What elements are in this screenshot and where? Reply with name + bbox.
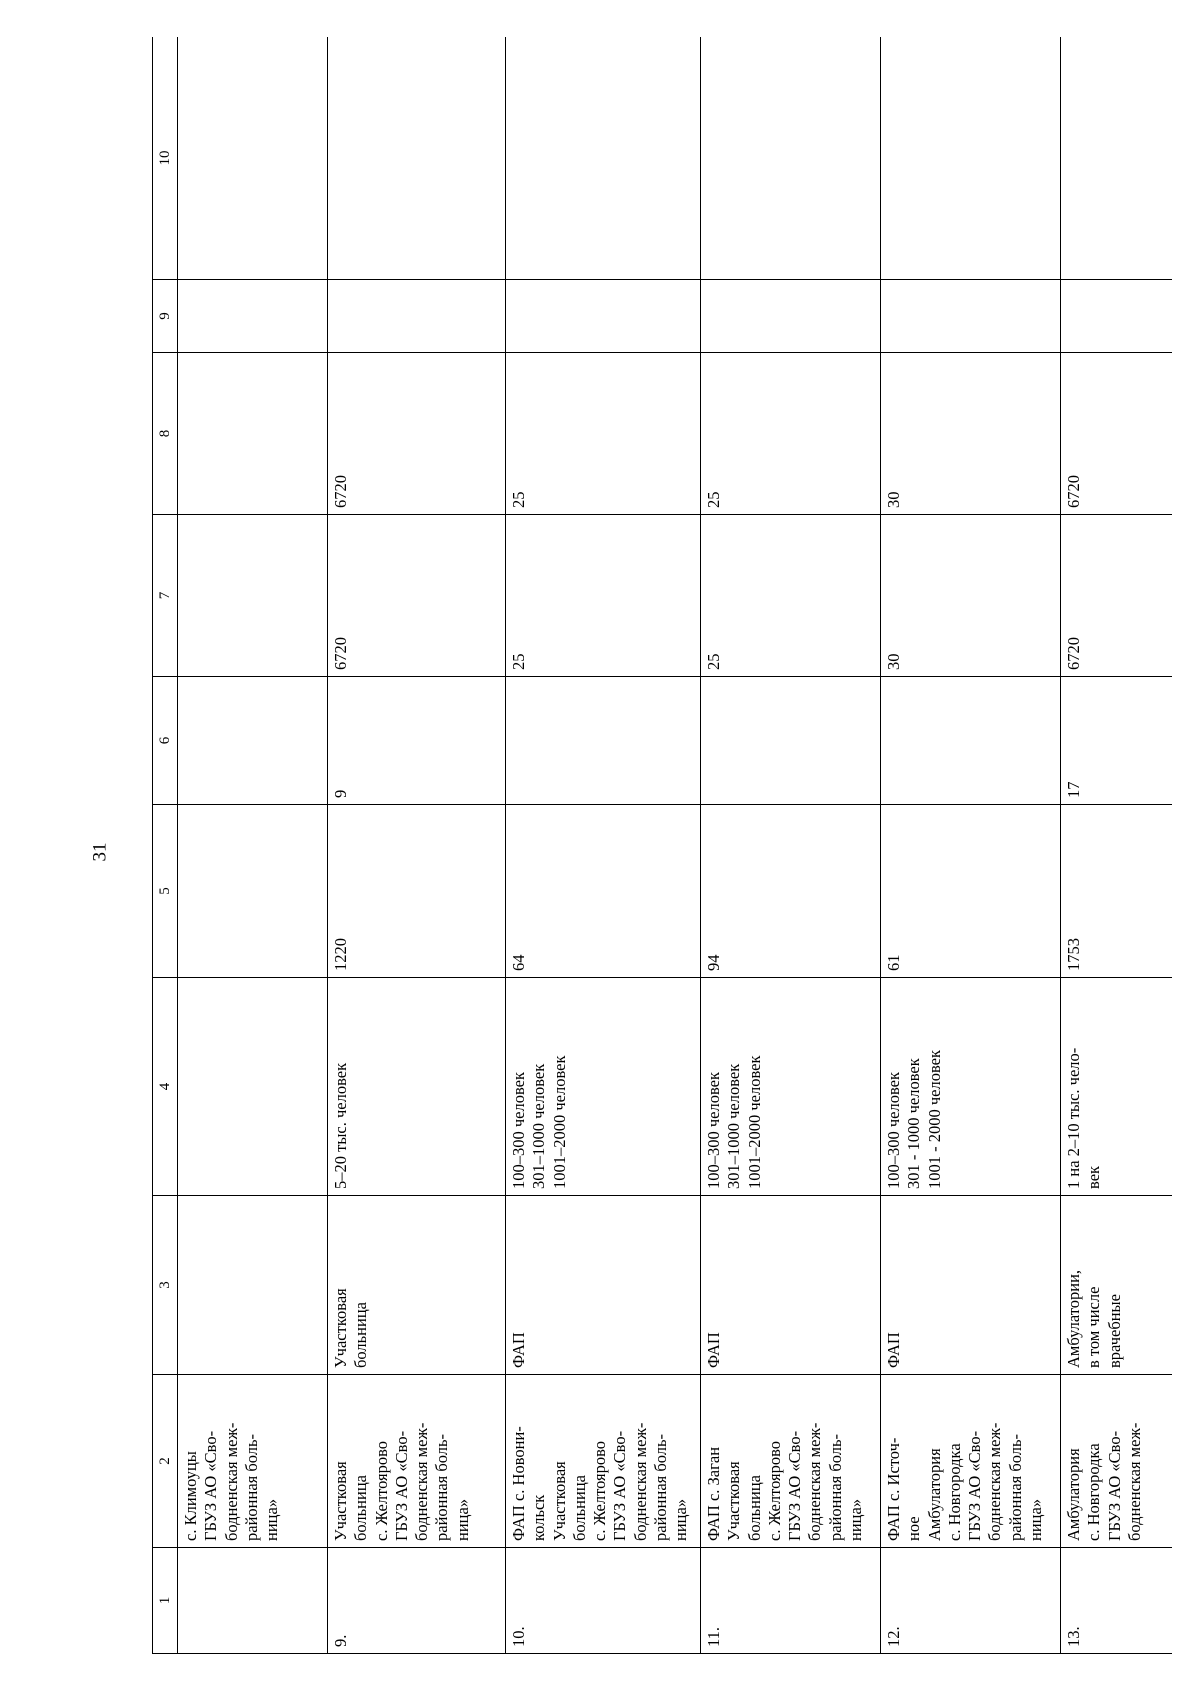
col10-cell: [881, 37, 1061, 280]
col7-cell: 6720: [1061, 515, 1173, 677]
col8-cell: [178, 353, 328, 515]
col5-cell: 1753: [1061, 805, 1173, 978]
col9-cell: [506, 280, 701, 353]
facility-type-cell: [178, 1196, 328, 1375]
population-cell: 1 на 2–10 тыс. чело- век: [1061, 978, 1173, 1196]
col8-cell: 25: [701, 353, 881, 515]
column-number: 2: [153, 1375, 178, 1548]
row-number-cell: 9.: [328, 1548, 506, 1654]
col8-cell: 6720: [1061, 353, 1173, 515]
table-row: [881, 37, 1061, 1654]
facility-name-cell: с. Климоуцы ГБУЗ АО «Сво- бодненская меж- районная боль- ница»: [178, 1375, 328, 1548]
col10-cell: [328, 37, 506, 280]
column-number: 9: [153, 280, 178, 353]
table-row: [1061, 37, 1173, 1654]
col5-cell: [178, 805, 328, 978]
col6-cell: [701, 677, 881, 805]
facility-name-cell: ФАП с. Заган Участковая больница с. Желтоярово ГБУЗ АО «Сво- бодненская меж- районная боль- ница»: [701, 1375, 881, 1548]
facility-type-cell: Участковая больница: [328, 1196, 506, 1375]
col8-cell: 6720: [328, 353, 506, 515]
page-number: 31: [89, 842, 110, 862]
col6-cell: 9: [328, 677, 506, 805]
population-cell: 5–20 тыс. человек: [328, 978, 506, 1196]
col10-cell: [1061, 37, 1173, 280]
col7-cell: 30: [881, 515, 1061, 677]
col10-cell: [506, 37, 701, 280]
facilities-table: [152, 37, 1172, 1654]
population-cell: 100–300 человек 301 - 1000 человек 1001 - 2000 человек: [881, 978, 1061, 1196]
col6-cell: [881, 677, 1061, 805]
row-number-cell: [178, 1548, 328, 1654]
facility-type-cell: Амбулатории, в том числе врачебные: [1061, 1196, 1173, 1375]
facility-name-cell: ФАП с. Источ- ное Амбулатория с. Новгородка ГБУЗ АО «Сво- бодненская меж- районная боль- ница»: [881, 1375, 1061, 1548]
facility-type-cell: ФАП: [881, 1196, 1061, 1375]
col10-cell: [701, 37, 881, 280]
row-number-cell: 13.: [1061, 1548, 1173, 1654]
facility-type-cell: ФАП: [701, 1196, 881, 1375]
col7-cell: [178, 515, 328, 677]
population-cell: [178, 978, 328, 1196]
col10-cell: [178, 37, 328, 280]
facility-name-cell: Участковая больница с. Желтоярово ГБУЗ АО «Сво- бодненская меж- районная боль- ница»: [328, 1375, 506, 1548]
table-row: [178, 37, 328, 1654]
column-number: 8: [153, 353, 178, 515]
column-number: 3: [153, 1196, 178, 1375]
facility-name-cell: Амбулатория с. Новгородка ГБУЗ АО «Сво- бодненская меж-: [1061, 1375, 1173, 1548]
col7-cell: 25: [701, 515, 881, 677]
column-number-row: [153, 37, 178, 1654]
col8-cell: 30: [881, 353, 1061, 515]
column-number: 4: [153, 978, 178, 1196]
col9-cell: [881, 280, 1061, 353]
col8-cell: 25: [506, 353, 701, 515]
population-cell: 100–300 человек 301–1000 человек 1001–2000 человек: [506, 978, 701, 1196]
table-frame: [152, 37, 1172, 1654]
column-number: 7: [153, 515, 178, 677]
row-number-cell: 10.: [506, 1548, 701, 1654]
column-number: 10: [153, 37, 178, 280]
facility-name-cell: ФАП с. Новони- кольск Участковая больница с. Желтоярово ГБУЗ АО «Сво- бодненская меж- районная боль- ница»: [506, 1375, 701, 1548]
col5-cell: 64: [506, 805, 701, 978]
col5-cell: 94: [701, 805, 881, 978]
col6-cell: 17: [1061, 677, 1173, 805]
table-row: [701, 37, 881, 1654]
col9-cell: [178, 280, 328, 353]
table-row: [328, 37, 506, 1654]
col7-cell: 25: [506, 515, 701, 677]
population-cell: 100–300 человек 301–1000 человек 1001–2000 человек: [701, 978, 881, 1196]
rotated-table-container: [152, 37, 1172, 1654]
col5-cell: 61: [881, 805, 1061, 978]
row-number-cell: 12.: [881, 1548, 1061, 1654]
col9-cell: [1061, 280, 1173, 353]
col7-cell: 6720: [328, 515, 506, 677]
col9-cell: [701, 280, 881, 353]
facility-type-cell: ФАП: [506, 1196, 701, 1375]
table-row: [506, 37, 701, 1654]
row-number-cell: 11.: [701, 1548, 881, 1654]
col5-cell: 1220: [328, 805, 506, 978]
page-number-container: [50, 0, 150, 1704]
column-number: 6: [153, 677, 178, 805]
col6-cell: [178, 677, 328, 805]
column-number: 5: [153, 805, 178, 978]
col6-cell: [506, 677, 701, 805]
col9-cell: [328, 280, 506, 353]
column-number: 1: [153, 1548, 178, 1654]
